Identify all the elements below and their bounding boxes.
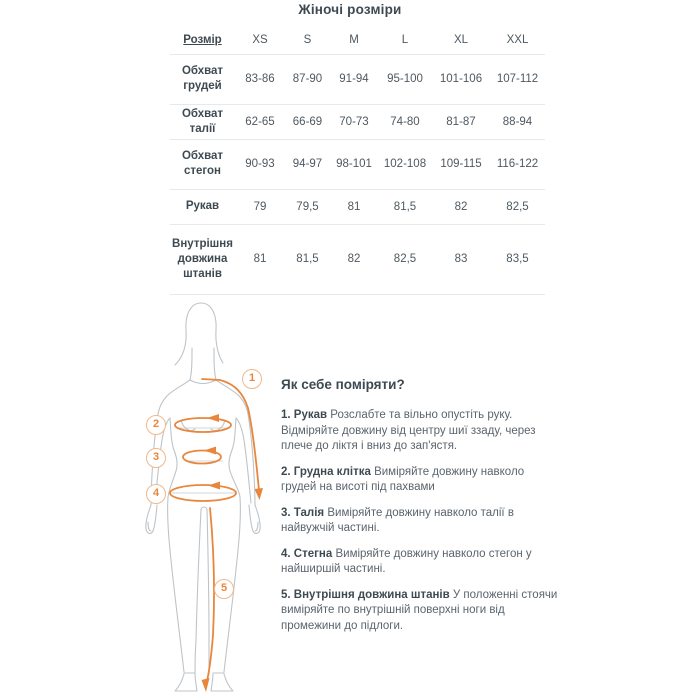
row-label: Обхват грудей <box>181 65 224 92</box>
table-row-chest <box>170 54 545 104</box>
instruction-text: Виміряйте довжину навколо грудей на висоті під пахвами <box>281 465 525 493</box>
sleeve-arrowhead <box>255 488 264 500</box>
cell-value: 82,5 <box>393 253 417 265</box>
cell-value: 102-108 <box>383 158 427 170</box>
hip-arrowhead <box>208 482 220 490</box>
cell-value: 81 <box>347 200 361 213</box>
table-row-sleeve <box>170 189 545 224</box>
figure-marker-2: 2 <box>146 415 166 435</box>
cell-value: 79,5 <box>296 200 319 213</box>
size-header-m: M <box>349 33 359 46</box>
table-row-hips <box>170 139 545 189</box>
cell-value: 83 <box>454 253 468 265</box>
row-label: Внутрішня довжина штанів <box>172 237 233 280</box>
chest-arrowhead <box>207 414 219 422</box>
cell-value: 101-106 <box>439 73 483 85</box>
instruction-item-waist <box>281 506 559 537</box>
page-title: Жіночі розміри <box>298 2 402 17</box>
table-row-inseam <box>170 224 545 294</box>
cell-value: 81 <box>253 253 267 265</box>
cell-value: 83,5 <box>506 253 529 265</box>
size-header-s: S <box>303 33 312 46</box>
size-column-header <box>170 26 235 54</box>
size-header-link[interactable]: Розмір <box>183 33 222 46</box>
cell-value: 62-65 <box>245 115 275 128</box>
cell-value: 90-93 <box>245 158 275 170</box>
how-to-measure-heading: Як себе поміряти? <box>281 377 405 392</box>
cell-value: 81,5 <box>296 253 319 265</box>
cell-value: 98-101 <box>336 158 372 170</box>
sleeve-measure-line <box>202 379 259 496</box>
size-header-l: L <box>401 33 409 46</box>
instruction-item-hips <box>281 547 559 578</box>
cell-value: 82,5 <box>506 200 529 213</box>
instruction-term: 2. Грудна клітка <box>281 465 371 478</box>
cell-value: 83-86 <box>245 73 275 85</box>
cell-value: 109-115 <box>440 158 482 170</box>
cell-value: 70-73 <box>339 115 369 128</box>
instruction-text: Розслабте та вільно опустіть руку. Відміряйте довжину від центру шиї ззаду, через плече до ліктя і вниз до зап'ястя. <box>281 409 536 452</box>
instruction-item-sleeve <box>281 408 559 455</box>
cell-value: 94-97 <box>292 158 323 170</box>
inseam-arrowhead <box>202 678 210 692</box>
instruction-term: 4. Стегна <box>281 547 333 560</box>
table-header-row <box>170 26 545 54</box>
cell-value: 95-100 <box>387 73 423 85</box>
row-label: Рукав <box>185 200 220 212</box>
instruction-term: 3. Талія <box>281 506 325 519</box>
figure-marker-4: 4 <box>146 484 166 504</box>
cell-value: 79 <box>253 200 267 213</box>
cell-value: 74-80 <box>390 115 420 128</box>
cell-value: 87-90 <box>292 73 323 85</box>
instruction-text: У положенні стоячи виміряйте по внутрішній поверхні ноги від промежини до підлоги. <box>281 588 558 632</box>
instruction-text: Виміряйте довжину навколо талії в найвужчій частині. <box>281 506 514 534</box>
cell-value: 82 <box>347 253 361 265</box>
row-label: Обхват стегон <box>181 150 224 177</box>
instruction-text: Виміряйте довжину навколо стегон у найширшій частині. <box>281 547 532 575</box>
table-row-waist <box>170 104 545 139</box>
instruction-term: 1. Рукав <box>281 409 328 421</box>
figure-marker-1: 1 <box>242 369 262 389</box>
cell-value: 91-94 <box>339 73 369 85</box>
cell-value: 82 <box>454 200 468 213</box>
cell-value: 81-87 <box>446 115 476 128</box>
figure-marker-5: 5 <box>214 579 234 599</box>
instruction-item-chest <box>281 465 559 496</box>
cell-value: 81,5 <box>393 200 417 213</box>
instruction-term: 5. Внутрішня довжина штанів <box>281 588 450 601</box>
size-header-xs: XS <box>252 33 268 46</box>
waist-arrowhead <box>204 447 216 455</box>
cell-value: 116-122 <box>496 158 539 170</box>
size-header-xxl: XXL <box>506 33 529 46</box>
women-sizes-table <box>170 26 545 295</box>
cell-value: 66-69 <box>292 115 323 128</box>
row-label: Обхват талії <box>181 107 224 135</box>
instruction-item-inseam <box>281 588 559 635</box>
size-header-xl: XL <box>453 33 469 46</box>
figure-marker-3: 3 <box>146 448 166 468</box>
how-to-measure-section <box>281 377 559 644</box>
cell-value: 107-112 <box>496 73 539 85</box>
cell-value: 88-94 <box>502 115 533 128</box>
